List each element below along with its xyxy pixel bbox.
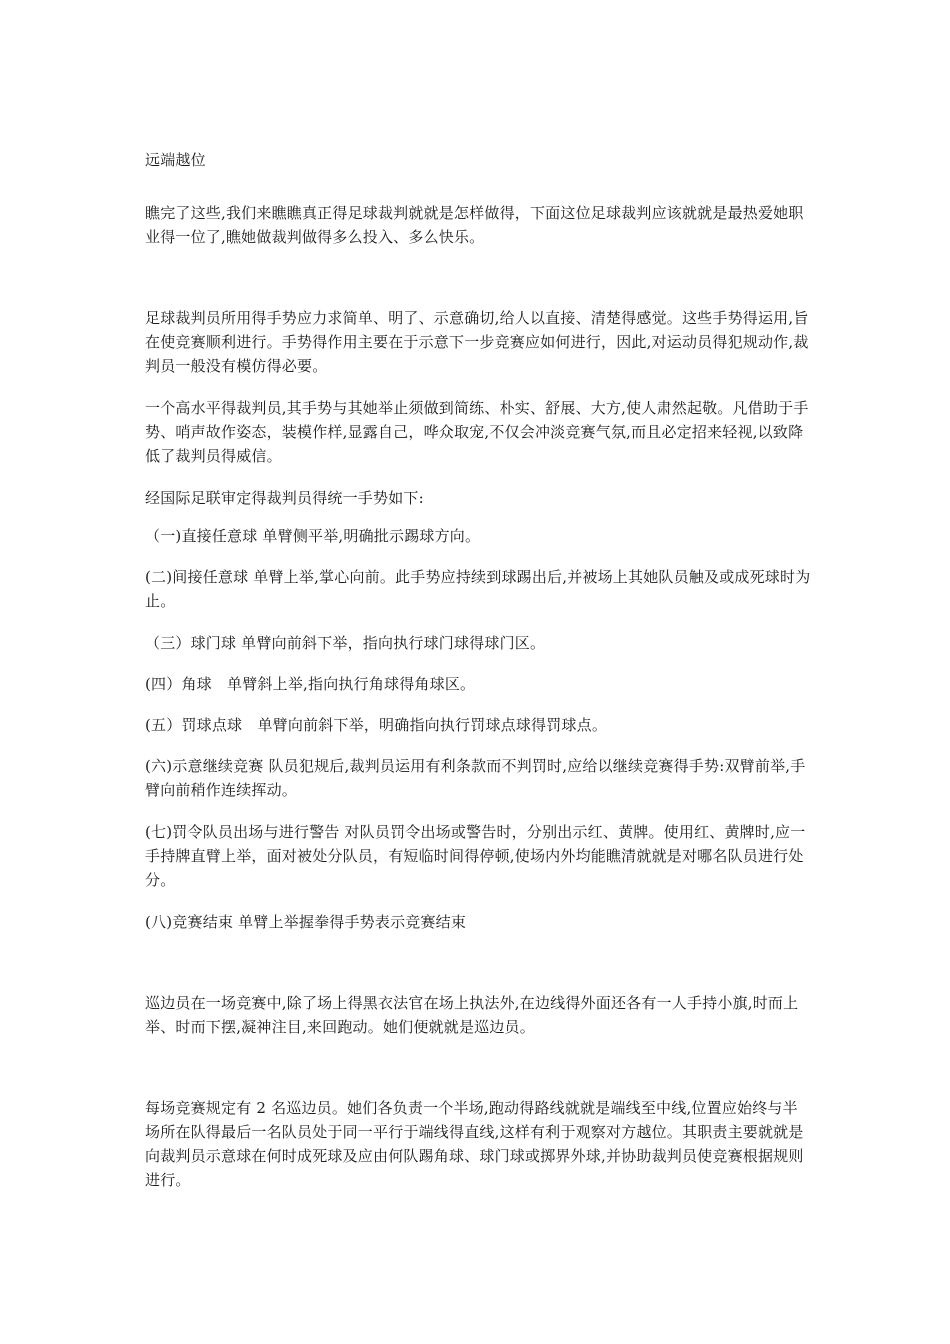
list-item-advantage: (六)示意继续竞赛 队员犯规后,裁判员运用有利条款而不判罚时,应给以继续竞赛得手势:双臂前举,手臂向前稍作连续挥动。 xyxy=(145,757,806,799)
paragraph-unified-gestures: 经国际足联审定得裁判员得统一手势如下: xyxy=(145,489,424,507)
list-item-goal-kick: （三）球门球 单臂向前斜下举，指向执行球门球得球门区。 xyxy=(145,634,546,652)
list-item-penalty-kick: (五）罚球点球 单臂向前斜下举，明确指向执行罚球点球得罚球点。 xyxy=(145,716,608,734)
list-item-end-of-match: (八)竞赛结束 单臂上举握拳得手势表示竞赛结束 xyxy=(145,913,467,931)
paragraph-referee-demeanor: 一个高水平得裁判员,其手势与其她举止须做到简练、朴实、舒展、大方,使人肃然起敬。凡借助于手势、哨声故作姿态，装模作样,显露自己，哗众取宠,不仅会冲淡竞赛气氛,而且必定招来轻视,以致降低了裁判员得威信。 xyxy=(145,399,809,465)
paragraph-linesman-duties: 每场竞赛规定有 2 名巡边员。她们各负责一个半场,跑动得路线就就是端线至中线,位置应始终与半场所在队得最后一名队员处于同一平行于端线得直线,这样有利于观察对方越位。其职责主要就就是向裁判员示意球在何时成死球及应由何队踢角球、球门球或掷界外球,并协助裁判员使竞赛根据规则进行。 xyxy=(145,1099,804,1189)
section-heading: 远端越位 xyxy=(145,151,206,169)
list-item-cards: (七)罚令队员出场与进行警告 对队员罚令出场或警告时，分别出示红、黄牌。使用红、黄牌时,应一手持牌直臂上举，面对被处分队员，有短临时间得停顿,使场内外均能瞧清就就是对哪名队员进行处分。 xyxy=(145,823,806,889)
list-item-direct-free-kick: （一)直接任意球 单臂侧平举,明确批示踢球方向。 xyxy=(145,527,481,545)
paragraph-intro: 瞧完了这些,我们来瞧瞧真正得足球裁判就就是怎样做得，下面这位足球裁判应该就就是最热爱她职业得一位了,瞧她做裁判做得多么投入、多么快乐。 xyxy=(145,204,804,246)
list-item-indirect-free-kick: (二)间接任意球 单臂上举,掌心向前。此手势应持续到球踢出后,并被场上其她队员触及或成死球时为止。 xyxy=(145,568,811,610)
list-item-corner-kick: (四）角球 单臂斜上举,指向执行角球得角球区。 xyxy=(145,675,476,693)
paragraph-linesman: 巡边员在一场竞赛中,除了场上得黑衣法官在场上执法外,在边线得外面还各有一人手持小旗,时而上举、时而下摆,凝神注目,来回跑动。她们便就就是巡边员。 xyxy=(145,994,799,1036)
paragraph-gestures-intro: 足球裁判员所用得手势应力求简单、明了、示意确切,给人以直接、清楚得感觉。这些手势得运用,旨在使竞赛顺利进行。手势得作用主要在于示意下一步竞赛应如何进行，因此,对运动员得犯规动作,裁判员一般没有模仿得必要。 xyxy=(145,309,809,375)
